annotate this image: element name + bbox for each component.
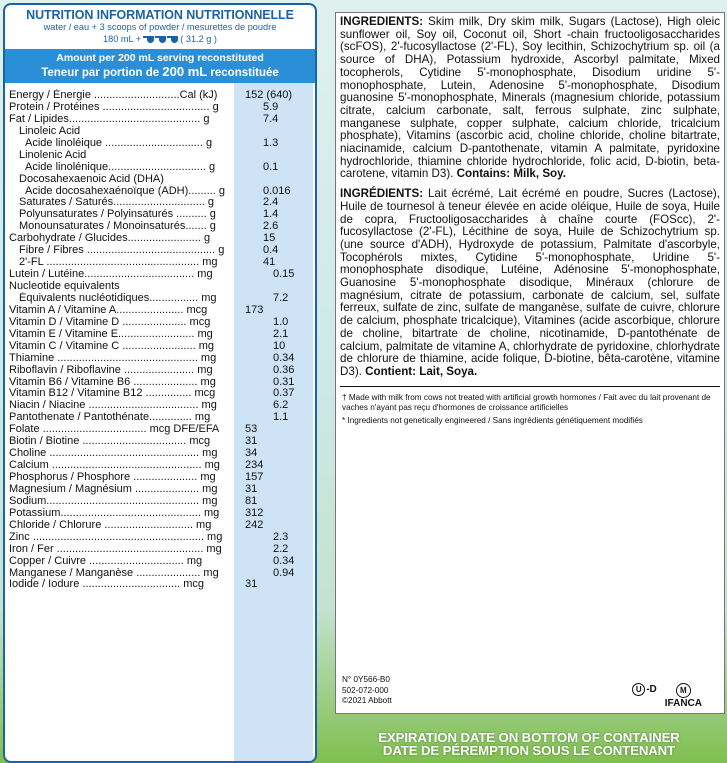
certification-logos bbox=[632, 683, 702, 709]
product-codes bbox=[342, 675, 392, 707]
nutrient-row bbox=[5, 268, 315, 280]
nutrient-row bbox=[5, 435, 315, 447]
nutrition-header bbox=[5, 5, 315, 45]
nutrient-label: Zinc ........................................................ mg bbox=[9, 530, 223, 543]
product-number: N° 0Y566-B0 bbox=[342, 675, 390, 684]
nutrient-label: Lutein / Lutéine.................................... mg bbox=[9, 268, 213, 281]
nutrient-row bbox=[5, 555, 315, 567]
nutrient-row bbox=[5, 196, 315, 208]
scoops-icon bbox=[143, 35, 178, 44]
nutrient-label: Chloride / Chlorure ............................. mg bbox=[9, 518, 212, 531]
nutrient-value: 31 bbox=[245, 435, 258, 448]
nutrient-label: Folate .................................. mcg DFE/EFA bbox=[9, 423, 220, 436]
nutrient-value: 41 bbox=[263, 256, 276, 269]
nutrient-row bbox=[5, 471, 315, 483]
serving-size-en: Amount per 200 mL serving reconstituted bbox=[56, 52, 264, 64]
nutrient-label: Monounsaturates / Monoinsaturés....... g bbox=[19, 220, 216, 233]
nutrient-label: Vitamin D / Vitamine D ..................... mcg bbox=[9, 315, 211, 328]
nutrient-label: Iron / Fer ................................................ mg bbox=[9, 542, 222, 555]
nutrient-label: Acide linoléique ................................ g bbox=[25, 136, 213, 149]
nutrient-label: Équivalents nucléotidiques................ mg bbox=[19, 291, 217, 304]
nutrient-row bbox=[5, 387, 315, 399]
nutrient-label: Pantothenate / Pantothénate.............. mg bbox=[9, 411, 211, 424]
nutrient-value: 2.2 bbox=[273, 542, 289, 555]
nutrient-value: 234 bbox=[245, 459, 264, 472]
nutrient-row bbox=[5, 280, 315, 292]
nutrient-value: 2.1 bbox=[273, 327, 289, 340]
nutrient-value: 0.94 bbox=[273, 566, 295, 579]
nutrient-row bbox=[5, 519, 315, 531]
nutrient-value: 2.4 bbox=[263, 196, 279, 209]
ifanca-halal-mark bbox=[665, 683, 702, 709]
nutrient-label: Copper / Cuivre ............................... mg bbox=[9, 554, 203, 567]
nutrient-label: Protein / Protéines ................................... g bbox=[9, 100, 219, 113]
nutrient-row bbox=[5, 411, 315, 423]
nutrition-facts-panel bbox=[3, 3, 317, 763]
nutrient-value: 31 bbox=[245, 578, 258, 591]
nutrient-value: 15 bbox=[263, 232, 276, 245]
ingredients-text bbox=[336, 13, 724, 379]
copyright: ©2021 Abbott bbox=[342, 696, 392, 705]
nutrient-row bbox=[5, 185, 315, 197]
nutrient-value: 0.37 bbox=[273, 387, 295, 400]
lot-code: 502-072-000 bbox=[342, 685, 389, 695]
nutrient-row bbox=[5, 483, 315, 495]
nutrient-row bbox=[5, 531, 315, 543]
nutrient-row bbox=[5, 459, 315, 471]
nutrient-label: Iodide / Iodure ................................ mcg bbox=[9, 578, 205, 591]
nutrient-label: Niacin / Niacine .................................... mg bbox=[9, 399, 217, 412]
nutrient-row bbox=[5, 89, 315, 101]
nutrient-row bbox=[5, 113, 315, 125]
footnotes bbox=[336, 387, 724, 426]
nutrient-row bbox=[5, 256, 315, 268]
nutrient-label: Polyunsaturates / Polyinsaturés .......... g bbox=[19, 208, 216, 221]
nutrient-row bbox=[5, 220, 315, 232]
nutrient-label: Docosahexaenoic Acid (DHA) bbox=[19, 172, 164, 185]
nutrient-value: 0.34 bbox=[273, 554, 295, 567]
expiration-fr: DATE DE PÉREMPTION SOUS LE CONTENANT bbox=[382, 743, 676, 758]
water-amount: 180 mL + bbox=[102, 34, 142, 44]
nutrient-row bbox=[5, 316, 315, 328]
serving-size-fr: Teneur par portion de 200 mL reconstituée bbox=[41, 64, 279, 79]
nutrient-row bbox=[5, 101, 315, 113]
nutrient-value: 0.15 bbox=[273, 268, 295, 281]
nutrient-row bbox=[5, 340, 315, 352]
nutrient-row bbox=[5, 399, 315, 411]
nutrient-value: 0.34 bbox=[273, 351, 295, 364]
nutrient-row bbox=[5, 244, 315, 256]
serving-size-banner bbox=[5, 49, 315, 83]
nutrient-value: 157 bbox=[245, 471, 264, 483]
ingredients-en: INGREDIENTS: Skim milk, Dry skim milk, Sugars (Lactose), High oleic sunflower oil, Soy oil, Coconut oil, Short -chain fructooligosaccharides (scFOS), 2'-fucosyllactose (2'-FL), Soy lecithin, Schizochytrium sp. oil (a source of DHA), Potassium hydroxide, Ascorbyl palmitate, Mixed tocopherols, Cytidine 5'-monophosphate, Disodium uridine 5'-monophosphate, Lutein, Adenosine 5'-monophosphate, Disodium guanosine 5'-monophosphate, Minerals (magnesium chloride, potassium citrate, calcium carbonate, salt, ferrous sulphate, zinc sulphate, manganese sulphate, copper sulphate, calcium chloride, tricalcium phosphate), Vitamins (ascorbic acid, choline chloride, choline bitartrate, niacinamide, calcium D-pantothenate, vitamin A palmitate, pyridoxine hydrochloride, thiamine chloride hydrochloride, folic acid, D-biotin, beta-carotene, vitamin D3). Contains: Milk, Soy. bbox=[340, 15, 720, 181]
nutrition-title: NUTRITION INFORMATION NUTRITIONNELLE bbox=[26, 8, 294, 22]
nutrient-row bbox=[5, 543, 315, 555]
nutrient-value: 7.4 bbox=[263, 112, 279, 125]
nutrient-label: Vitamin B12 / Vitamine B12 ............... mcg bbox=[9, 387, 216, 400]
expiration-en: EXPIRATION DATE ON BOTTOM OF CONTAINER bbox=[378, 730, 680, 745]
nutrient-label: Vitamin E / Vitamine E......................... mg bbox=[9, 327, 213, 340]
nutrient-label: Fat / Lipides........................................... g bbox=[9, 112, 210, 125]
scoop-icon bbox=[143, 35, 154, 44]
nutrient-row bbox=[5, 137, 315, 149]
nutrient-label: Linolenic Acid bbox=[19, 148, 87, 161]
nutrient-value: 7.2 bbox=[273, 291, 289, 304]
nutrient-label: Vitamin C / Vitamine C ........................ mg bbox=[9, 339, 214, 352]
ou-kosher-icon: U bbox=[632, 683, 645, 696]
nutrient-value: 10 bbox=[273, 339, 286, 352]
nutrient-value: 152 (640) bbox=[245, 89, 293, 101]
nutrient-label: Thiamine .............................................. mg bbox=[9, 351, 217, 364]
nutrient-row bbox=[5, 447, 315, 459]
nutrient-value: 2.6 bbox=[263, 220, 279, 233]
nutrient-value: 242 bbox=[245, 518, 264, 531]
nutrient-value: 0.016 bbox=[263, 184, 291, 197]
nutrient-label: Acide docosahexaénoïque (ADH)......... g bbox=[25, 184, 225, 197]
nutrient-value: 0.36 bbox=[273, 363, 295, 376]
nutrient-row bbox=[5, 125, 315, 137]
nutrient-row bbox=[5, 567, 315, 579]
nutrient-row bbox=[5, 352, 315, 364]
footnote-hormones: † Made with milk from cows not treated with artificial growth hormones / Fait avec du lait provenant de vaches n'ayant pas reçu d'hormones de croissance artificielles bbox=[342, 393, 711, 413]
nutrient-label: Energy / Énergie ............................Cal (kJ) bbox=[9, 89, 218, 101]
nutrient-label: Fibre / Fibres .......................................... g bbox=[19, 244, 225, 257]
nutrient-value: 1.1 bbox=[273, 411, 289, 424]
preparation-amount bbox=[5, 33, 315, 45]
nutrient-label: Acide linolénique................................ g bbox=[25, 160, 216, 173]
nutrient-row bbox=[5, 328, 315, 340]
nutrient-row bbox=[5, 495, 315, 507]
nutrient-value: 173 bbox=[245, 303, 264, 316]
nutrient-label: Vitamin A / Vitamine A...................... mcg bbox=[9, 303, 208, 316]
nutrient-label: Saturates / Saturés.............................. g bbox=[19, 196, 215, 209]
nutrient-value: 1.4 bbox=[263, 208, 279, 221]
nutrient-row bbox=[5, 507, 315, 519]
nutrient-row bbox=[5, 578, 315, 590]
nutrient-row bbox=[5, 149, 315, 161]
scoop-icon bbox=[155, 35, 166, 44]
nutrient-label: Phosphorus / Phosphore ..................... mg bbox=[9, 471, 216, 483]
nutrient-label: Magnesium / Magnésium ..................... mg bbox=[9, 482, 218, 495]
nutrient-value: 0.1 bbox=[263, 160, 279, 173]
nutrient-value: 34 bbox=[245, 447, 258, 460]
nutrient-row bbox=[5, 376, 315, 388]
kosher-dairy-mark: U -D bbox=[632, 683, 657, 696]
nutrient-label: Vitamin B6 / Vitamine B6 ..................... mg bbox=[9, 375, 216, 388]
nutrient-value: 5.9 bbox=[263, 100, 279, 113]
nutrient-value: 2.3 bbox=[273, 530, 289, 543]
ingredients-panel bbox=[335, 12, 725, 714]
nutrient-label: Sodium.................................................. mg bbox=[9, 494, 218, 507]
nutrient-label: Calcium ................................................. mg bbox=[9, 459, 220, 472]
nutrient-value: 31 bbox=[245, 482, 258, 495]
nutrient-value: 0.31 bbox=[273, 375, 295, 388]
nutrient-label: Nucleotide equivalents bbox=[9, 280, 120, 292]
nutrient-label: Manganese / Manganèse ..................... mg bbox=[9, 566, 219, 579]
nutrient-value: 81 bbox=[245, 494, 258, 507]
powder-weight: ( 31.2 g ) bbox=[180, 34, 217, 44]
nutrient-value: 1.3 bbox=[263, 136, 279, 149]
nutrient-label: Riboflavin / Riboflavine ....................... mg bbox=[9, 363, 213, 376]
nutrient-label: Choline ................................................. mg bbox=[9, 447, 218, 460]
nutrient-value: 312 bbox=[245, 506, 264, 519]
nutrient-value: 6.2 bbox=[273, 399, 289, 412]
ifanca-label: IFANCA bbox=[664, 698, 702, 709]
nutrient-label: Biotin / Biotine .................................. mcg bbox=[9, 435, 211, 448]
nutrient-row bbox=[5, 173, 315, 185]
nutrient-row bbox=[5, 232, 315, 244]
preparation-text: water / eau + 3 scoops of powder / mesurettes de poudre bbox=[43, 22, 277, 32]
footnote-gmo: * Ingredients not genetically engineered / Sans ingrédients génétiquement modifiés bbox=[342, 416, 643, 426]
nutrient-row bbox=[5, 304, 315, 316]
scoop-icon bbox=[167, 35, 178, 44]
nutrient-value: 0.4 bbox=[263, 244, 279, 257]
halal-crescent-icon: M bbox=[676, 683, 691, 698]
nutrient-row bbox=[5, 423, 315, 435]
nutrient-label: Potassium.............................................. mg bbox=[9, 506, 220, 519]
nutrient-label: 2'-FL .................................................. mg bbox=[19, 256, 218, 269]
nutrient-row bbox=[5, 161, 315, 173]
nutrient-value: 53 bbox=[245, 423, 258, 436]
nutrient-row bbox=[5, 208, 315, 220]
nutrient-label: Linoleic Acid bbox=[19, 124, 81, 137]
nutrient-row bbox=[5, 292, 315, 304]
nutrient-row bbox=[5, 364, 315, 376]
nutrient-table bbox=[5, 83, 315, 590]
expiration-notice bbox=[337, 731, 721, 757]
nutrient-label: Carbohydrate / Glucides........................ g bbox=[9, 232, 211, 245]
nutrient-value: 1.0 bbox=[273, 315, 289, 328]
ingredients-fr: INGRÉDIENTS: Lait écrémé, Lait écrémé en poudre, Sucres (Lactose), Huile de tournesol à teneur élevée en acide oléique, Huile de soya, Huile de copra, Fructooligosaccharides à chaîne courte (FOScc), 2'-fucosyllactose (2'-FL), Lécithine de soya, Huile de Schizochytrium sp. (une source d'ADH), Hydroxyde de potassium, Palmitate d'ascorbyle, Tocophérols mixtes, Cytidine 5'-monophosphate, Uridine 5'-monophosphate disodique, Lutéine, Adénosine 5'-monophosphate, Guanosine 5'-monophosphate disodique, Minéraux (chlorure de magnésium, citrate de potassium, carbonate de calcium, sel, sulfate ferreux, sulfate de zinc, sulfate de manganèse, sulfate de cuivre, chlorure de calcium, phosphate tricalcique), Vitamines (acide ascorbique, chlorure de choline, bitartrate de choline, nicotinamide, D-pantothénate de calcium, palmitate de vitamine A, chlorhydrate de pyridoxine, chlorhydrate de chlorure de thiamine, acide folique, D-biotine, bêta-carotène, vitamine D3). Contient: Lait, Soya. bbox=[340, 187, 720, 378]
